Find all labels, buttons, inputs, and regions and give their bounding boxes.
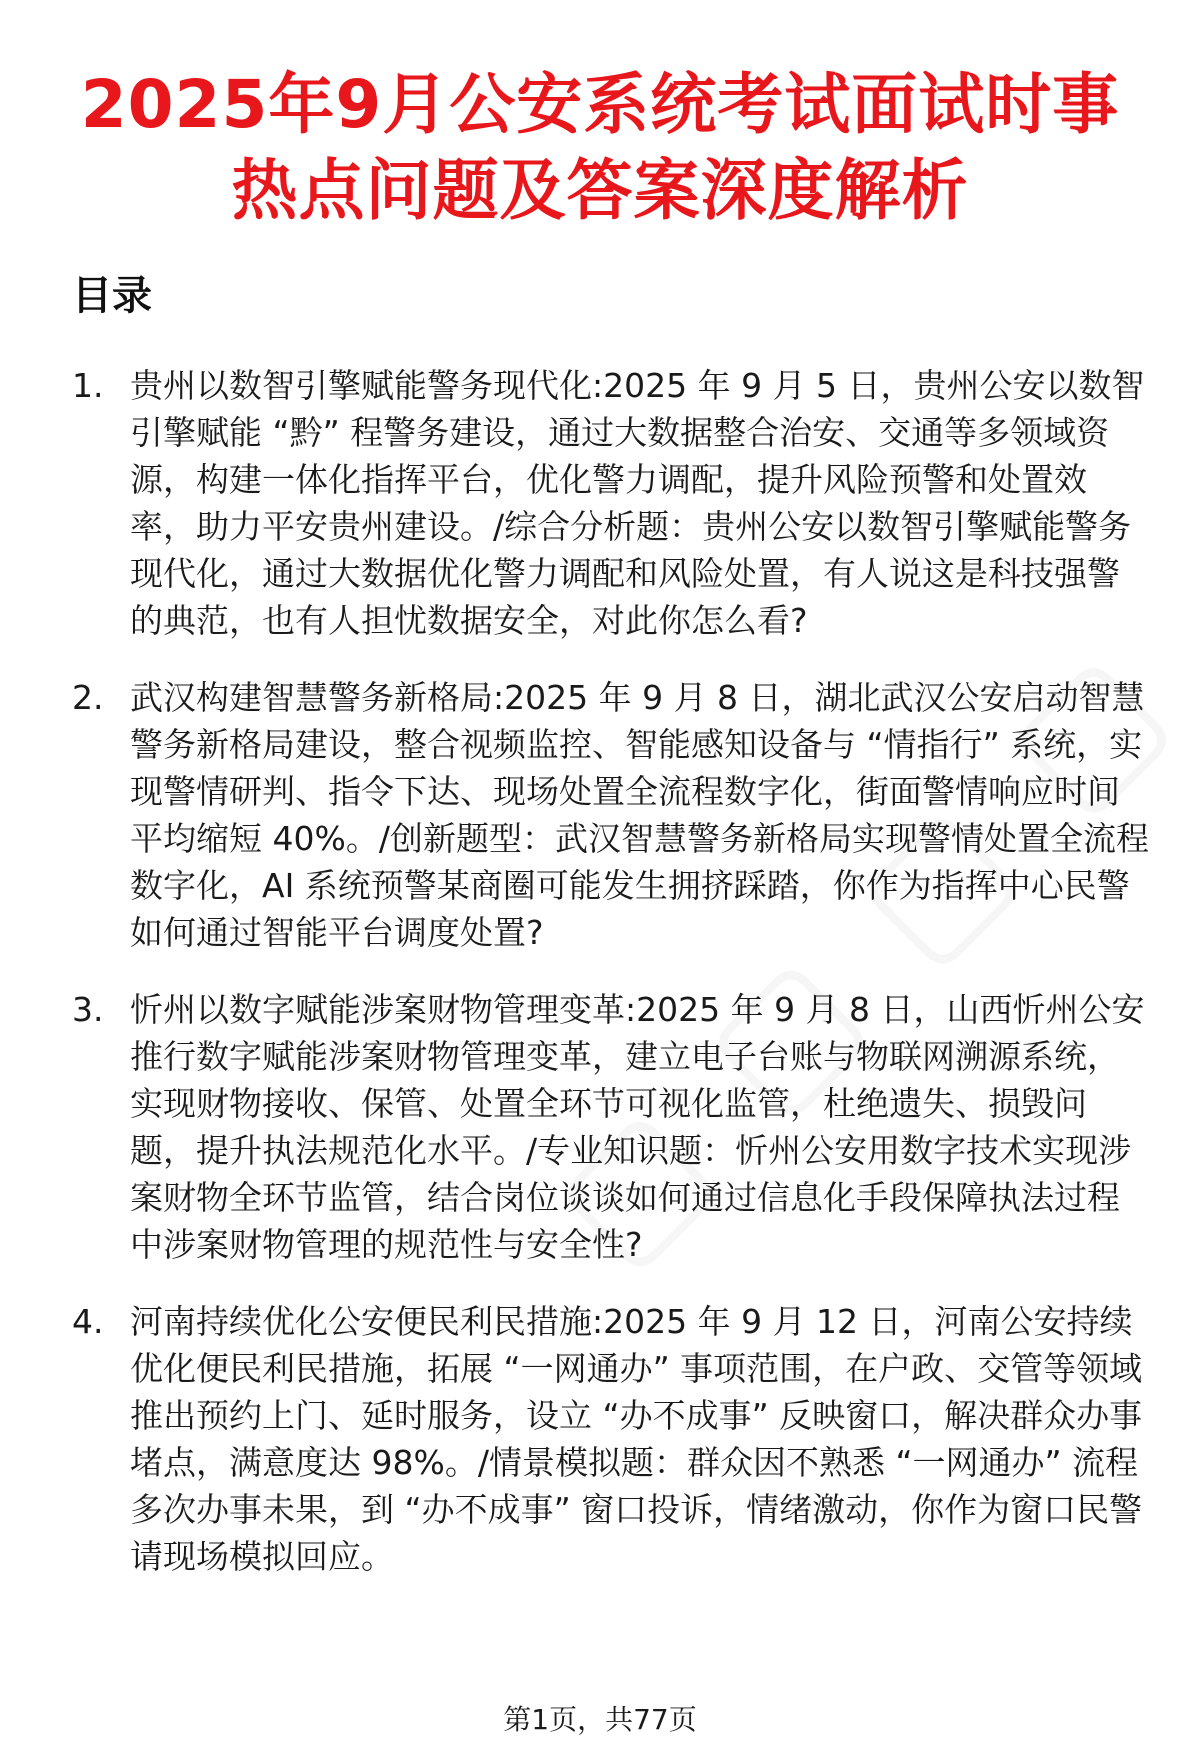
- toc-item-text: 武汉构建智慧警务新格局:2025 年 9 月 8 日，湖北武汉公安启动智慧警务新格局建设，整合视频监控、智能感知设备与 “情指行” 系统，实现警情研判、指令下达、现场处置全流程数字化，街面警情响应时间平均缩短 40%。/创新题型：武汉智慧警务新格局实现警情处置全流程数字化，AI 系统预警某商圈可能发生拥挤踩踏，你作为指挥中心民警如何通过智能平台调度处置?: [130, 678, 1149, 952]
- toc-item: [72, 1298, 1152, 1580]
- page-footer: 第1页，共77页: [503, 1703, 697, 1736]
- toc-item: [72, 986, 1152, 1268]
- toc-item-number: 2.: [72, 678, 104, 717]
- toc-item-text: 河南持续优化公安便民利民措施:2025 年 9 月 12 日，河南公安持续优化便民利民措施，拓展 “一网通办” 事项范围，在户政、交管等领域推出预约上门、延时服务，设立 “办不成事” 反映窗口，解决群众办事堵点，满意度达 98%。/情景模拟题：群众因不熟悉 “一网通办” 流程多次办事未果，到 “办不成事” 窗口投诉，情绪激动，你作为窗口民警请现场模拟回应。: [130, 1302, 1143, 1576]
- toc-item-text: 贵州以数智引擎赋能警务现代化:2025 年 9 月 5 日，贵州公安以数智引擎赋能 “黔” 程警务建设，通过大数据整合治安、交通等多领域资源，构建一体化指挥平台，优化警力调配，提升风险预警和处置效率，助力平安贵州建设。/综合分析题：贵州公安以数智引擎赋能警务现代化，通过大数据优化警力调配和风险处置，有人说这是科技强警的典范，也有人担忧数据安全，对此你怎么看?: [130, 366, 1145, 640]
- toc-item: [72, 674, 1152, 956]
- toc-heading: 目录: [72, 273, 152, 319]
- toc-list: [72, 362, 1152, 1610]
- page-title: 2025年9月公安系统考试面试时事热点问题及答案深度解析: [80, 66, 1120, 229]
- toc-item-number: 3.: [72, 990, 104, 1029]
- toc-item-number: 1.: [72, 366, 104, 405]
- toc-item: [72, 362, 1152, 644]
- toc-item-text: 忻州以数字赋能涉案财物管理变革:2025 年 9 月 8 日，山西忻州公安推行数字赋能涉案财物管理变革，建立电子台账与物联网溯源系统，实现财物接收、保管、处置全环节可视化监管，杜绝遗失、损毁问题，提升执法规范化水平。/专业知识题：忻州公安用数字技术实现涉案财物全环节监管，结合岗位谈谈如何通过信息化手段保障执法过程中涉案财物管理的规范性与安全性?: [130, 990, 1145, 1264]
- toc-item-number: 4.: [72, 1302, 104, 1341]
